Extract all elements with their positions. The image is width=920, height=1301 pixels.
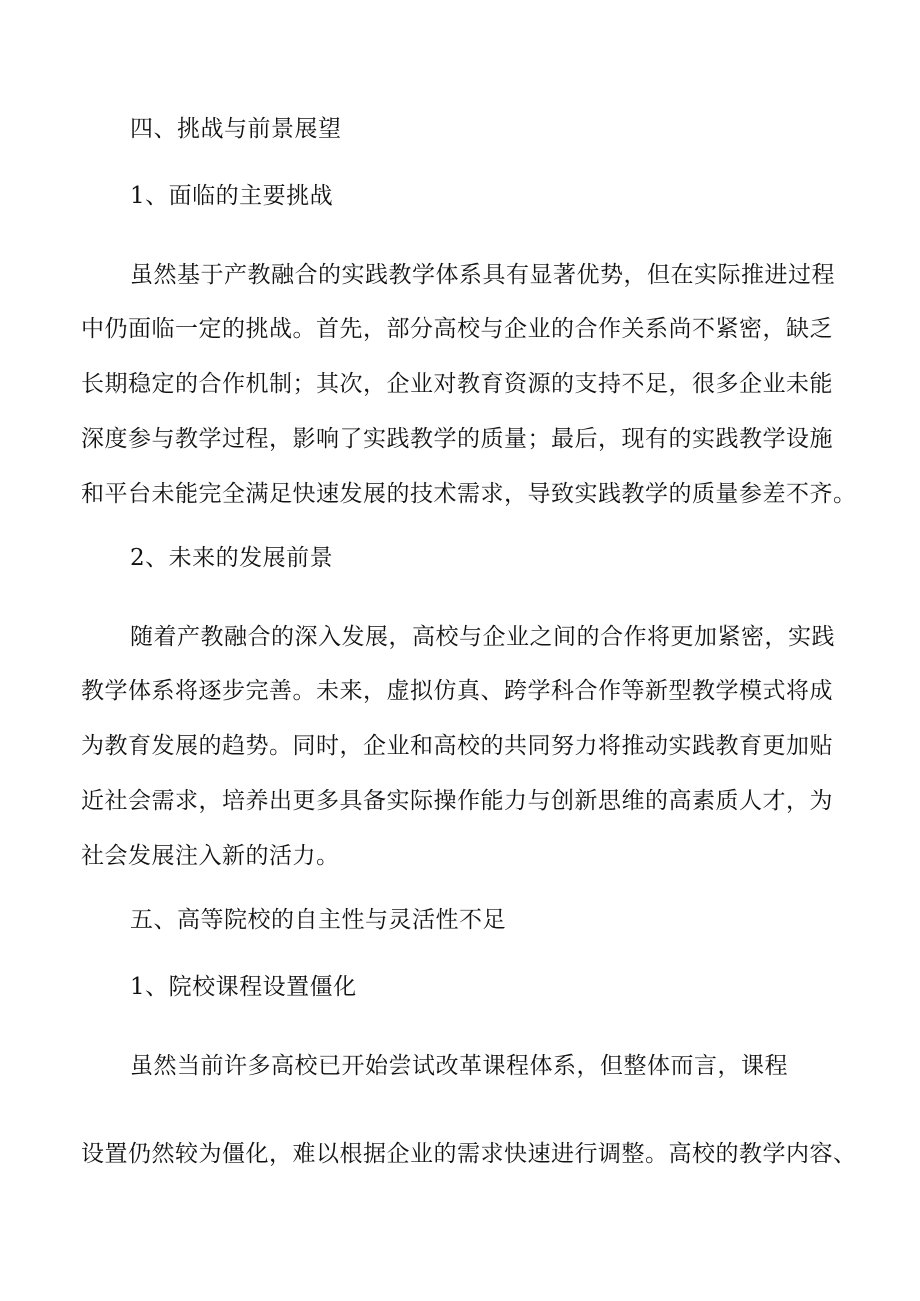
paragraph-line: 长期稳定的合作机制；其次，企业对教育资源的支持不足，很多企业未能 xyxy=(81,371,833,397)
paragraph-line: 和平台未能完全满足快速发展的技术需求，导致实践教学的质量参差不齐。 xyxy=(81,481,857,507)
section-4-heading: 四、挑战与前景展望 xyxy=(130,116,342,142)
paragraph-line: 设置仍然较为僵化，难以根据企业的需求快速进行调整。高校的教学内容、 xyxy=(81,1141,857,1167)
paragraph-line: 教学体系将逐步完善。未来，虚拟仿真、跨学科合作等新型教学模式将成 xyxy=(81,678,833,704)
paragraph-line: 为教育发展的趋势。同时，企业和高校的共同努力将推动实践教育更加贴 xyxy=(81,733,833,759)
paragraph-line: 虽然基于产教融合的实践教学体系具有显著优势，但在实际推进过程 xyxy=(130,262,835,288)
subsection-5-1-heading: 1、院校课程设置僵化 xyxy=(130,974,357,1000)
paragraph-line: 随着产教融合的深入发展，高校与企业之间的合作将更加紧密，实践 xyxy=(130,624,835,650)
section-5-heading: 五、高等院校的自主性与灵活性不足 xyxy=(130,907,506,933)
subsection-4-2-heading: 2、未来的发展前景 xyxy=(130,545,334,571)
paragraph-line: 近社会需求，培养出更多具备实际操作能力与创新思维的高素质人才，为 xyxy=(81,788,833,814)
subsection-4-1-heading: 1、面临的主要挑战 xyxy=(130,183,334,209)
paragraph-line: 深度参与教学过程，影响了实践教学的质量；最后，现有的实践教学设施 xyxy=(81,426,833,452)
paragraph-line: 虽然当前许多高校已开始尝试改革课程体系，但整体而言，课程 xyxy=(130,1053,788,1079)
paragraph-line: 中仍面临一定的挑战。首先，部分高校与企业的合作关系尚不紧密，缺乏 xyxy=(81,316,833,342)
paragraph-line: 社会发展注入新的活力。 xyxy=(81,843,340,869)
